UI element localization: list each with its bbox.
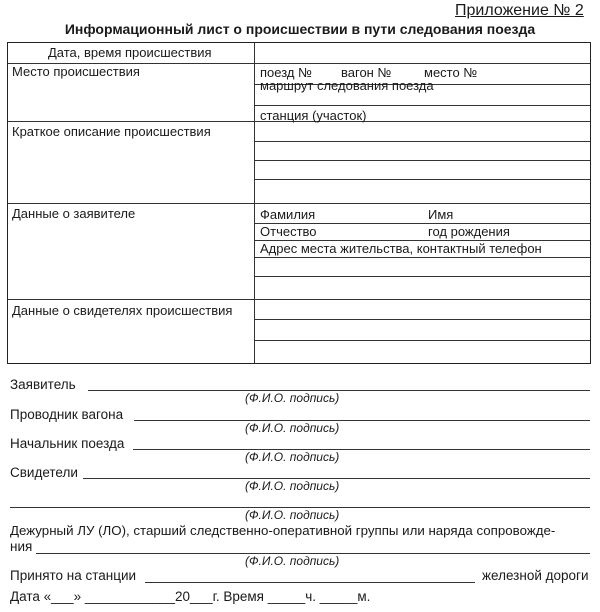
- birth-year-label: год рождения: [428, 224, 510, 239]
- write-line: [254, 340, 590, 341]
- signature-hint: (Ф.И.О. подпись): [245, 508, 340, 522]
- chief-signature-label: Начальник поезда: [10, 436, 125, 451]
- surname-label: Фамилия: [260, 207, 316, 222]
- applicant-signature-label: Заявитель: [10, 377, 76, 392]
- appendix-number: Приложение № 2: [455, 2, 584, 19]
- signature-hint: (Ф.И.О. подпись): [245, 554, 340, 568]
- signature-hint: (Ф.И.О. подпись): [245, 450, 340, 464]
- chief-signature-line[interactable]: [133, 449, 590, 450]
- signature-hint: (Ф.И.О. подпись): [245, 479, 340, 493]
- duty-officer-label-cont: ния: [10, 539, 33, 554]
- car-number-label: вагон №: [341, 65, 392, 80]
- seat-number-label: место №: [424, 65, 478, 80]
- station-label: станция (участок): [260, 108, 367, 123]
- applicant-label: Данные о заявителе: [12, 206, 136, 221]
- write-line: [254, 179, 590, 180]
- signature-hint: (Ф.И.О. подпись): [245, 391, 340, 405]
- duty-officer-label: Дежурный ЛУ (ЛО), старший следственно-оперативной группы или наряда сопровожде-: [10, 523, 556, 538]
- route-label: маршрут следования поезда: [260, 78, 434, 93]
- write-line: [254, 160, 590, 161]
- date-time-line: Дата «___» ____________20___г. Время _____ч. _____м.: [10, 589, 371, 604]
- write-line: [254, 105, 590, 106]
- row-divider: [8, 203, 590, 204]
- write-line: [254, 276, 590, 277]
- place-label: Место происшествия: [12, 64, 140, 79]
- name-label: Имя: [428, 207, 454, 222]
- write-line: [254, 141, 590, 142]
- train-number-label: поезд №: [260, 65, 313, 80]
- conductor-signature-label: Проводник вагона: [10, 407, 124, 422]
- witnesses-signature-label: Свидетели: [10, 465, 78, 480]
- date-time-label: Дата, время происшествия: [48, 45, 212, 60]
- address-label: Адрес места жительства, контактный телефон: [260, 241, 542, 256]
- incident-table: [7, 42, 591, 364]
- page-title: Информационный лист о происшествии в пути следования поезда: [64, 21, 536, 37]
- write-line: [254, 319, 590, 320]
- description-label: Краткое описание происшествия: [12, 124, 211, 139]
- write-line: [254, 257, 590, 258]
- row-divider: [8, 299, 590, 300]
- patronymic-label: Отчество: [260, 224, 317, 239]
- signature-hint: (Ф.И.О. подпись): [245, 421, 340, 435]
- station-name-line[interactable]: [145, 582, 475, 583]
- accepted-station-label: Принято на станции: [10, 568, 137, 583]
- railway-label: железной дороги: [482, 568, 589, 583]
- conductor-signature-line[interactable]: [134, 420, 590, 421]
- witnesses-label: Данные о свидетелях происшествия: [12, 303, 233, 318]
